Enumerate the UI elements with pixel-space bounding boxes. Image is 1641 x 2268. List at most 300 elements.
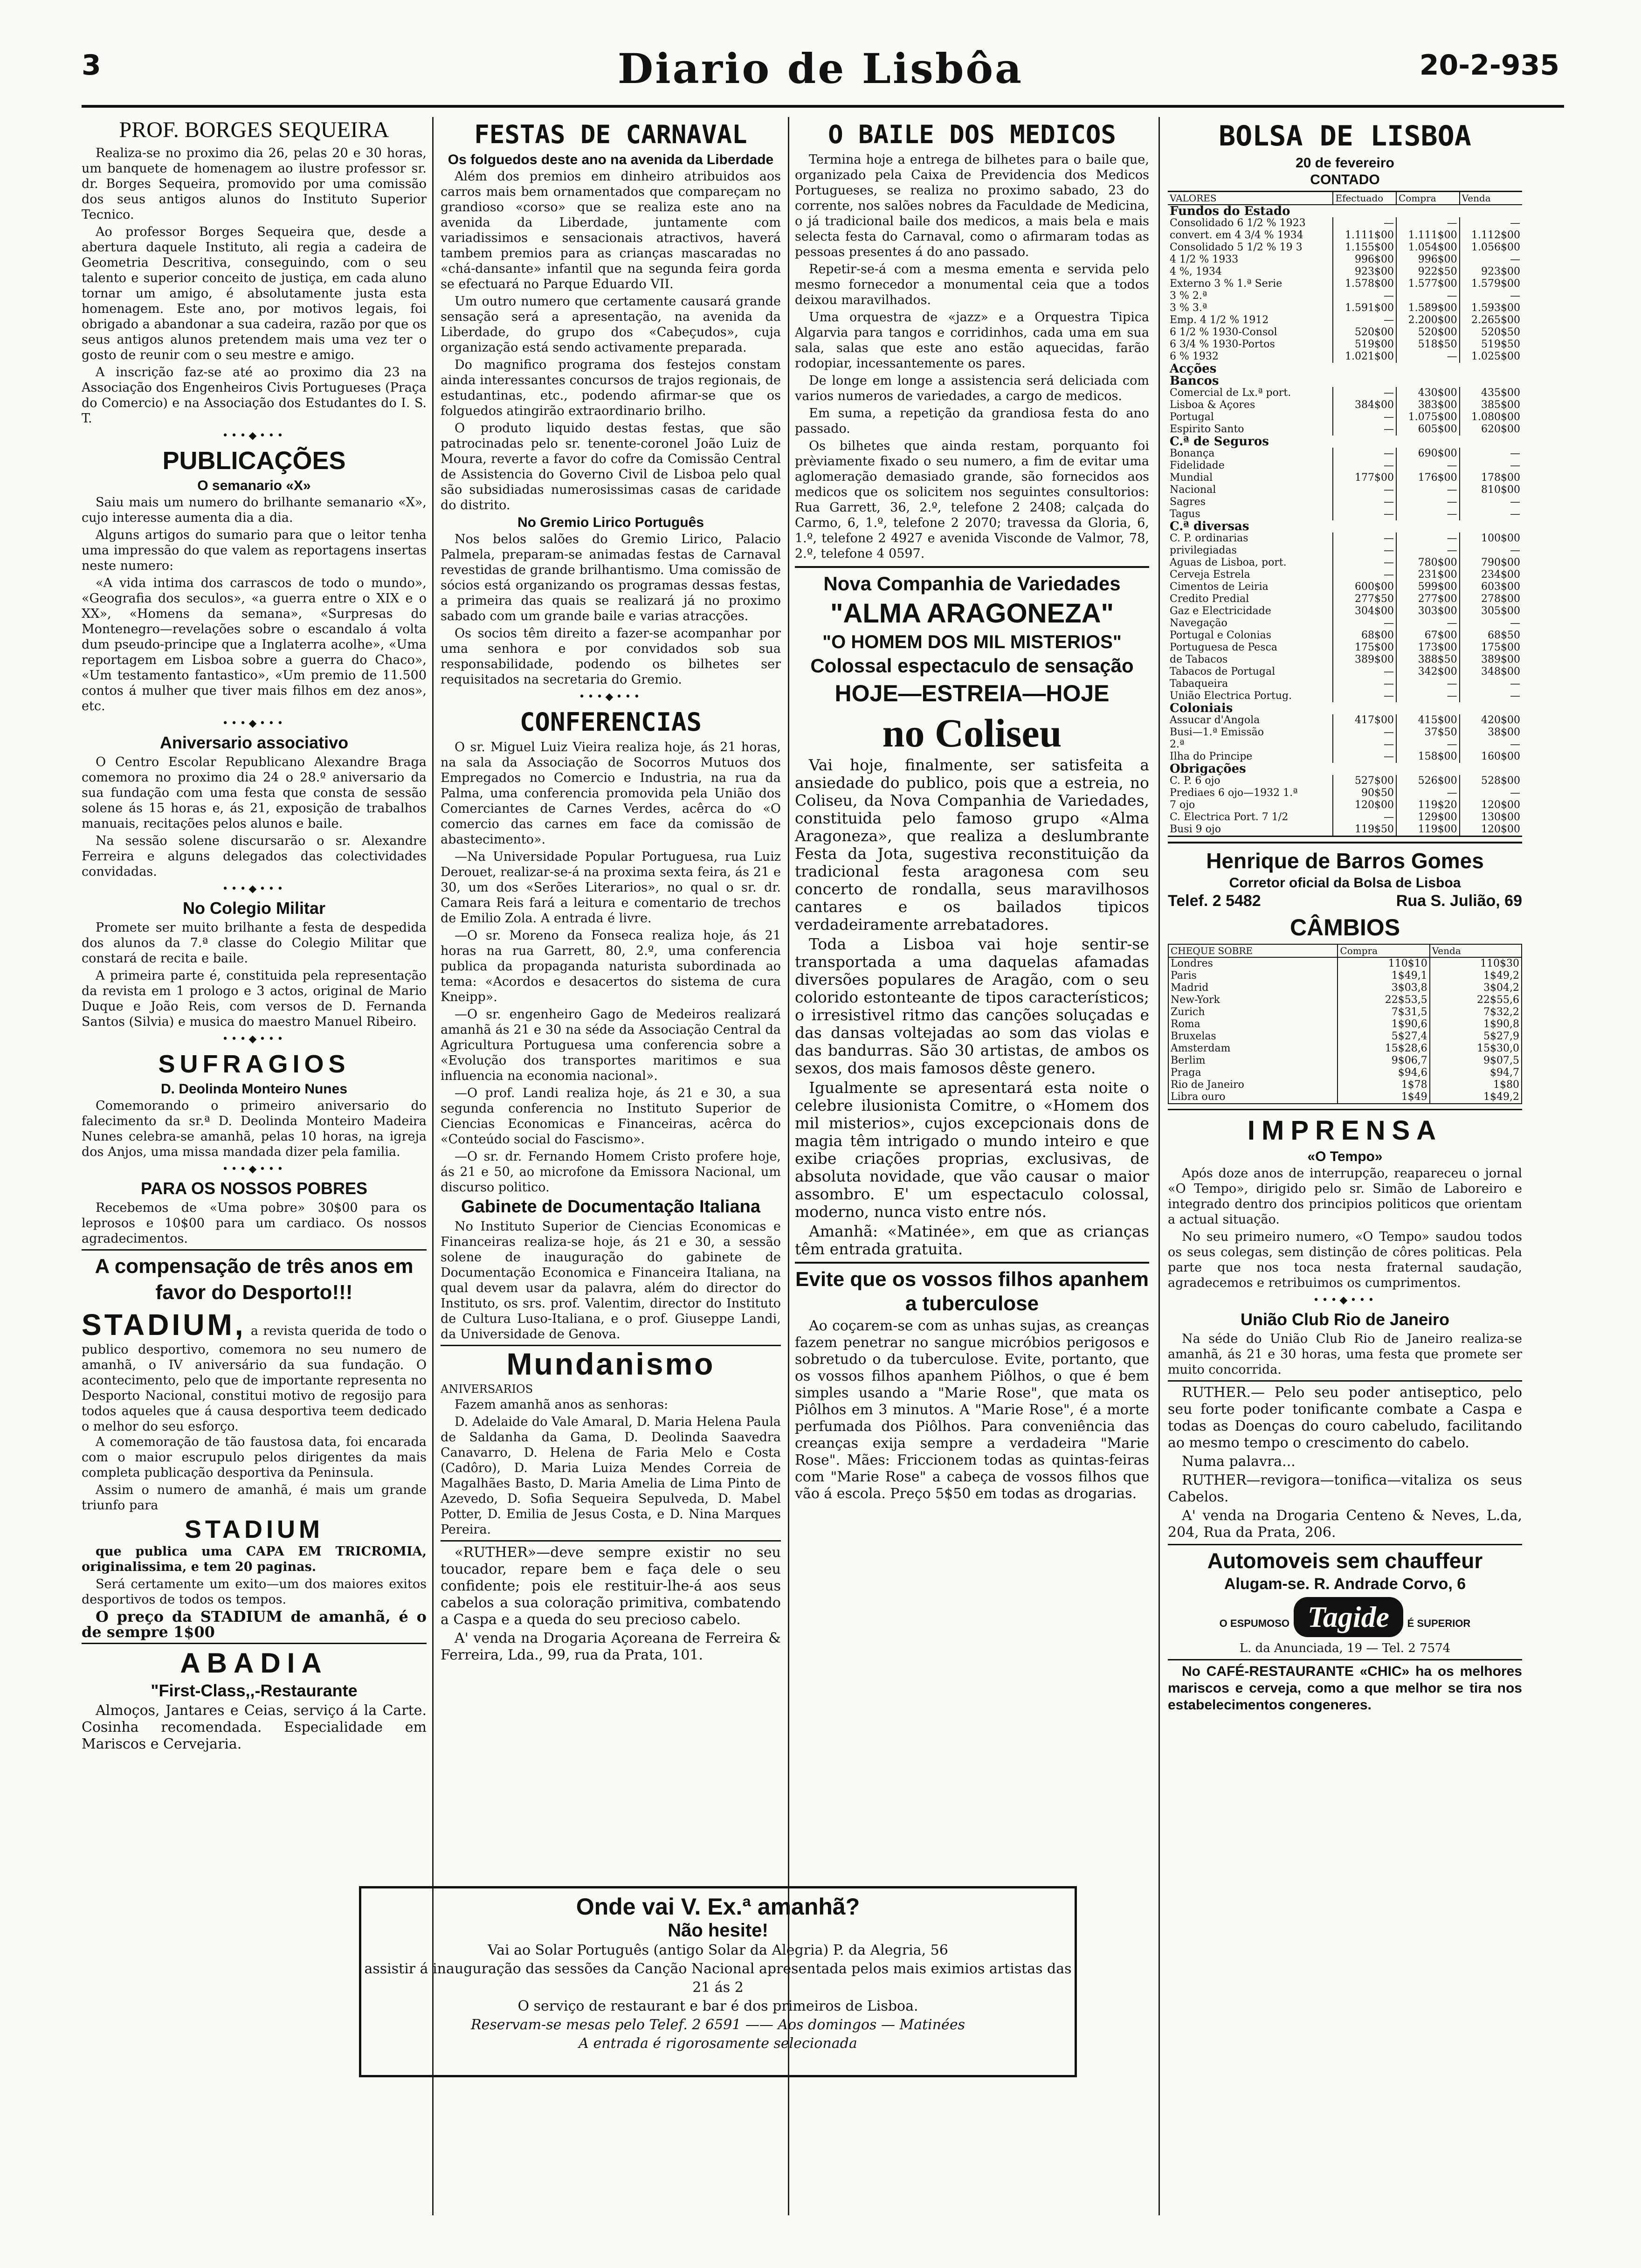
table-cell: —: [1333, 811, 1396, 823]
table-cell: 158$00: [1396, 751, 1460, 763]
table-cell: —: [1460, 739, 1522, 751]
section-subtitle: CONTADO: [1310, 172, 1380, 187]
table-cell: —: [1333, 496, 1396, 508]
table-row: [1168, 593, 1522, 605]
table-cell: 780$00: [1396, 557, 1460, 569]
table-cell: —: [1333, 387, 1396, 399]
table-row: [1168, 751, 1522, 763]
table-section: Obrigações: [1170, 762, 1246, 776]
table-cell: Cimentos de Leiria: [1170, 581, 1269, 593]
table-cell: 6 % 1932: [1170, 351, 1219, 362]
table-cell: 518$50: [1396, 339, 1460, 351]
table-cell: —: [1460, 290, 1522, 302]
table-cell: —: [1396, 484, 1460, 496]
paragraph: —O sr. dr. Fernando Homem Cristo profere hoje, ás 21 e 50, ao microfone da Emissora Nacional, um discurso politico.: [441, 1149, 781, 1195]
broker-name: Henrique de Barros Gomes: [1206, 849, 1484, 873]
table-cell: 620$00: [1460, 423, 1522, 436]
paragraph: Na sessão solene discursarão o sr. Alexandre Ferreira e alguns delegados das colectividades convidadas.: [82, 834, 427, 879]
table-cell: —: [1333, 314, 1396, 326]
table-cell: —: [1460, 448, 1522, 460]
table-row: [1168, 448, 1522, 460]
paragraph: Em suma, a repetição da grandiosa festa do ano passado.: [795, 406, 1149, 436]
table-cell: Gaz e Electricidade: [1170, 605, 1271, 617]
table-cell: 603$00: [1460, 581, 1522, 593]
table-cell: —: [1396, 787, 1460, 799]
paragraph: Após doze anos de interrupção, reapareceu o jornal «O Tempo», dirigido pelo sr. Simão de Laboreiro e integrado dentro dos principios politicos que orientam a actual situação.: [1168, 1166, 1522, 1227]
broker-contact: [1168, 892, 1522, 910]
table-cell: 383$00: [1396, 399, 1460, 411]
section-subtitle: "First-Class,,-Restaurante: [151, 1681, 358, 1700]
section-title: CÂMBIOS: [1289, 914, 1400, 940]
table-row: [1168, 314, 1522, 326]
paragraph: Numa palavra...: [1182, 1453, 1296, 1470]
table-section: C.ª diversas: [1170, 519, 1249, 533]
paragraph: A' venda na Drogaria Açoreana de Ferreira & Ferreira, Lda., 99, rua da Prata, 101.: [441, 1630, 781, 1663]
paragraph: No Instituto Superior de Ciencias Economicas e Financeiras realiza-se hoje, ás 21 e 30, a sessão solene de inauguração do gabinete de Documentação Economica e Financeira Italiana, na qual devem usar da palavra, além do director do Instituto, os srs. prof. Valentim, director do Instituto de Cultura Luso-Italiana, e o prof. Giuseppe Landi, da Universidade de Genova.: [441, 1219, 781, 1341]
table-cell: Mundial: [1170, 472, 1213, 484]
table-cell: 176$00: [1396, 472, 1460, 484]
table-header: Venda: [1430, 944, 1522, 957]
table-cell: 348$00: [1460, 666, 1522, 678]
section-title: Gabinete de Documentação Italiana: [461, 1197, 760, 1217]
table-cell: 68$50: [1460, 629, 1522, 642]
table-cell: —: [1333, 726, 1396, 739]
table-cell: Prediaes 6 ojo—1932 1.ª: [1170, 787, 1298, 799]
table-cell: 22$55,6: [1430, 994, 1522, 1006]
table-cell: 1.578$00: [1333, 278, 1396, 290]
table-row: [1168, 739, 1522, 751]
section-subtitle: O semanario «X»: [197, 478, 311, 493]
table-cell: 67$00: [1396, 629, 1460, 642]
table-cell: 690$00: [1396, 448, 1460, 460]
table-cell: Madrid: [1171, 982, 1209, 994]
table-cell: —: [1460, 690, 1522, 702]
table-row: [1168, 508, 1522, 520]
table-cell: —: [1396, 678, 1460, 690]
table-cell: —: [1460, 545, 1522, 557]
paragraph: Os socios têm direito a fazer-se acompanhar por uma senhora e por convidados sob sua responsabilidade, podendo os bilhetes ser requisitados na secretaria do Gremio.: [441, 626, 781, 687]
table-cell: 3 % 3.ª: [1170, 302, 1207, 314]
paragraph: Promete ser muito brilhante a festa de despedida dos alunos da 7.ª classe do Colegio Militar que constará de recita e baile.: [82, 920, 427, 966]
table-cell: —: [1333, 751, 1396, 763]
table-cell: —: [1333, 545, 1396, 557]
table-cell: —: [1333, 690, 1396, 702]
paragraph: a revista querida de todo o publico desportivo, comemora no seu numero de amanhã, o IV aniversário da sua fundação. O acontecimento, pelo que de importante representa no Desporto Nacional, constitui motivo de regosijo para todos aqueles que á causa desportiva teem dedicado o melhor do seu esforço.: [82, 1324, 427, 1434]
section-title: União Club Rio de Janeiro: [1240, 1310, 1450, 1329]
paragraph: —O prof. Landi realiza hoje, ás 21 e 30, a sua segunda conferencia no Instituto Superior de Ciencias Economicas e Financeiras, acêrca do «Conteúdo social do Fascismo».: [441, 1086, 781, 1147]
table-cell: —: [1333, 411, 1396, 423]
table-cell: Tabaqueira: [1170, 678, 1228, 690]
page-number: 3: [82, 49, 101, 82]
paragraph: RUTHER—revigora—tonifica—vitaliza os seus Cabelos.: [1168, 1472, 1522, 1505]
ornament-divider: •••◆•••: [1313, 1294, 1377, 1306]
table-cell: 923$00: [1460, 266, 1522, 278]
section-subtitle: Os folguedos deste ano na avenida da Liberdade: [448, 152, 774, 167]
table-cell: 120$00: [1333, 799, 1396, 811]
paragraph: Assim o numero de amanhã, é mais um grande triunfo para: [82, 1483, 427, 1513]
table-cell: 5$27,9: [1430, 1030, 1522, 1043]
section-title: Mundanismo: [441, 1345, 781, 1382]
table-row: [1168, 423, 1522, 436]
broker-subtitle: Corretor oficial da Bolsa de Lisboa: [1229, 875, 1461, 891]
table-cell: 923$00: [1333, 266, 1396, 278]
paragraph: Recebemos de «Uma pobre» 30$00 para os leprosos e 10$00 para um cardiaco. Os nossos agradecimentos.: [82, 1201, 427, 1246]
table-row: [1168, 970, 1522, 982]
ad-line: Onde vai V. Ex.ª amanhã?: [576, 1894, 860, 1920]
table-row: [1168, 726, 1522, 739]
table-cell: Libra ouro: [1171, 1091, 1226, 1103]
table-cell: 1$90,6: [1338, 1018, 1429, 1030]
table-row: [1168, 1030, 1522, 1043]
table-cell: 110$10: [1338, 957, 1429, 970]
table-row: [1168, 1018, 1522, 1030]
paragraph: A' venda na Drogaria Centeno & Neves, L.da, 204, Rua da Prata, 206.: [1168, 1507, 1522, 1541]
table-cell: 415$00: [1396, 714, 1460, 726]
page-header: [82, 44, 1559, 105]
paragraph: Nos belos salões do Gremio Lirico, Palacio Palmela, preparam-se animadas festas de Carnaval revestidas de grande brilhantismo. Uma comissão de sócios está organizando os programas dessas festas, a primeira das quais se realizará já no proximo sabado com um grande baile e varias atracções.: [441, 532, 781, 623]
paragraph: A inscrição faz-se até ao proximo dia 23 na Associação dos Engenheiros Civis Portugueses (Praça do Comercio) e na Associação dos Estudantes do I. S. T.: [82, 365, 427, 426]
table-cell: 38$00: [1460, 726, 1522, 739]
table-cell: 4 %, 1934: [1170, 266, 1222, 277]
table-cell: 810$00: [1460, 484, 1522, 496]
table-cell: 526$00: [1396, 775, 1460, 787]
table-cell: —: [1396, 532, 1460, 545]
table-row: [1168, 254, 1522, 266]
table-cell: 1.589$00: [1396, 302, 1460, 314]
table-cell: Comercial de Lx.ª port.: [1170, 387, 1291, 399]
table-cell: 173$00: [1396, 642, 1460, 654]
table-row: [1168, 278, 1522, 290]
table-cell: Portuguesa de Pesca: [1170, 642, 1278, 653]
table-cell: Tabacos de Portugal: [1170, 666, 1276, 678]
broker-address: Rua S. Julião, 69: [1396, 892, 1522, 910]
table-cell: de Tabacos: [1170, 654, 1228, 665]
table-cell: —: [1396, 496, 1460, 508]
table-cell: C. P. 6 ojo: [1170, 775, 1220, 787]
tagide-claim: É SUPERIOR: [1407, 1618, 1471, 1629]
paragraph: «RUTHER»—deve sempre existir no seu toucador, repare bem e faça dele o seu confidente; pois ele restituir-lhe-á aos seus cabelos a sua coloração primitiva, combatendo a Caspa e a queda do seu precioso cabelo.: [441, 1544, 781, 1628]
table-row: [1168, 1006, 1522, 1018]
table-cell: 303$00: [1396, 605, 1460, 617]
stock-table: [1168, 191, 1522, 837]
table-cell: 384$00: [1333, 399, 1396, 411]
ad-subline: Alugam-se. R. Andrade Corvo, 6: [1224, 1575, 1466, 1593]
table-cell: 1$78: [1338, 1079, 1429, 1091]
table-row: [1168, 690, 1522, 702]
table-cell: —: [1460, 254, 1522, 266]
table-cell: 178$00: [1460, 472, 1522, 484]
table-row: [1168, 629, 1522, 642]
table-cell: —: [1396, 290, 1460, 302]
table-cell: Paris: [1171, 970, 1197, 982]
table-cell: Portugal: [1170, 411, 1214, 423]
table-cell: 790$00: [1460, 557, 1522, 569]
section-subtitle: 20 de fevereiro: [1296, 155, 1394, 171]
table-cell: 3$04,2: [1430, 982, 1522, 994]
table-row: [1168, 811, 1522, 823]
paragraph: Além dos premios em dinheiro atribuidos aos carros mais bem ornamentados que compareçam no grandioso «corso» que se realiza este ano na avenida da Liberdade, juntamente com variadissimos e sensacionais atractivos, haverá tambem premios para as crianças mascaradas no «chá-dansante» infantil que na segunda feira gorda se efectuará no Parque Eduardo VII.: [441, 169, 781, 291]
table-header: VALORES: [1168, 192, 1333, 205]
paragraph: Será certamente um exito—um dos maiores exitos desportivos de todos os tempos.: [82, 1577, 427, 1607]
table-cell: —: [1333, 532, 1396, 545]
column-1: [82, 117, 427, 1755]
table-cell: 605$00: [1396, 423, 1460, 436]
table-cell: 22$53,5: [1338, 994, 1429, 1006]
table-row: [1168, 617, 1522, 629]
paragraph: A primeira parte é, constituida pela representação da revista em 1 prologo e 3 actos, original de Mario Duque e João Reis, com versos de D. Fernanda Santos (Silvia) e musica do maestro Manuel Ribeiro.: [82, 968, 427, 1029]
table-cell: 9$07,5: [1430, 1055, 1522, 1067]
table-cell: 420$00: [1460, 714, 1522, 726]
table-header: CHEQUE SOBRE: [1168, 944, 1338, 957]
exchange-table: [1168, 944, 1522, 1104]
table-cell: 388$50: [1396, 654, 1460, 666]
table-cell: —: [1333, 423, 1396, 436]
table-cell: —: [1333, 617, 1396, 629]
paragraph: Ao coçarem-se com as unhas sujas, as creanças fazem penetrar no sangue micróbios perigosos e sobretudo o da tuberculose. Evite, portanto, que os vossos filhos apanhem Piôlhos, o que é bem simples usando a "Marie Rose", que mata os Piôlhos em 3 minutos. A "Marie Rose", é a morte perfumada dos Piôlhos. Para conveniência das creanças exija sempre a verdadeira "Marie Rose". Mães: Friccionem todas as quintas-feiras com "Marie Rose" a cabeça de vossos filhos que vão á escola. Preço 5$50 em todas as drogarias.: [795, 1318, 1149, 1502]
table-cell: Londres: [1171, 958, 1213, 969]
table-cell: 5$27,4: [1338, 1030, 1429, 1043]
table-cell: 6 3/4 % 1930-Portos: [1170, 339, 1275, 350]
paragraph: A comemoração de tão faustosa data, foi encarada com o maior escrupulo pelos dirigentes da mais completa publicação desportiva da Peninsula.: [82, 1435, 427, 1480]
table-cell: 389$00: [1333, 654, 1396, 666]
table-cell: União Electrica Portug.: [1170, 690, 1292, 702]
table-cell: Emp. 4 1/2 % 1912: [1170, 314, 1269, 326]
article-title: BOLSA DE LISBOA: [1219, 120, 1471, 152]
table-row: [1168, 1055, 1522, 1067]
table-cell: 160$00: [1460, 751, 1522, 763]
table-row: [1168, 581, 1522, 593]
table-cell: 996$00: [1333, 254, 1396, 266]
table-cell: 1.054$00: [1396, 242, 1460, 254]
table-cell: 37$50: [1396, 726, 1460, 739]
table-cell: —: [1396, 617, 1460, 629]
table-cell: 68$00: [1333, 629, 1396, 642]
stadium-logo: STADIUM,: [82, 1308, 246, 1341]
table-cell: —: [1460, 217, 1522, 229]
table-cell: 15$28,6: [1338, 1043, 1429, 1055]
ad-line: no Coliseu: [882, 711, 1062, 755]
broker-phone: Telef. 2 5482: [1168, 892, 1261, 910]
table-cell: C. P. ordinarias: [1170, 532, 1248, 544]
table-cell: 119$50: [1333, 823, 1396, 837]
table-cell: 520$50: [1460, 326, 1522, 339]
tagide-address: L. da Anunciada, 19 — Tel. 2 7574: [1239, 1641, 1451, 1655]
table-row: [1168, 823, 1522, 837]
table-cell: 1.080$00: [1460, 411, 1522, 423]
paragraph: —O sr. Moreno da Fonseca realiza hoje, ás 21 horas na rua Garrett, 80, 2.º, uma conferencia publica da propaganda naturista subordinada ao tema: «Acordos e desacertos do sistema de cura Kneipp».: [441, 928, 781, 1004]
table-cell: 435$00: [1460, 387, 1522, 399]
section-title: Aniversario associativo: [159, 733, 349, 752]
masthead: Diario de Lisbôa: [617, 44, 1024, 93]
ad-line: Reservam-se mesas pelo Telef. 2 6591 —— Aos domingos — Matinées: [471, 2017, 965, 2033]
table-cell: —: [1333, 569, 1396, 581]
table-cell: privilegiadas: [1170, 545, 1237, 556]
ad-line: "O HOMEM DOS MIL MISTERIOS": [822, 632, 1122, 652]
table-cell: 528$00: [1460, 775, 1522, 787]
table-row: [1168, 957, 1522, 970]
column-2: [441, 117, 781, 1666]
table-row: [1168, 460, 1522, 472]
table-cell: 1$49,2: [1430, 970, 1522, 982]
table-cell: 342$00: [1396, 666, 1460, 678]
table-cell: 90$50: [1333, 787, 1396, 799]
table-cell: 1.577$00: [1396, 278, 1460, 290]
article-title: FESTAS DE CARNAVAL: [474, 120, 747, 149]
paragraph: Igualmente se apresentará esta noite o celebre ilusionista Comitre, o «Homem dos mil misterios», cujos excepcionais dons de magia têm intrigado o mundo inteiro e que exibe criações proprias, exclusivas, de absoluta novidade, que vão causar o maior assombro. E' um espectaculo colossal, moderno, nunca visto entre nós.: [795, 1079, 1149, 1221]
table-row: [1168, 351, 1522, 363]
table-cell: Espirito Santo: [1170, 423, 1244, 435]
table-cell: Tagus: [1170, 508, 1200, 520]
table-cell: Fidelidade: [1170, 460, 1225, 471]
table-cell: 1.111$00: [1333, 229, 1396, 242]
paragraph: Saiu mais um numero do brilhante semanario «X», cujo interesse aumenta dia a dia.: [82, 495, 427, 525]
article-title: O BAILE DOS MEDICOS: [828, 120, 1116, 149]
table-cell: 100$00: [1460, 532, 1522, 545]
paragraph: Almoços, Jantares e Ceias, serviço á la Carte. Cosinha recomendada. Especialidade em Mariscos e Cervejaria.: [82, 1702, 427, 1752]
table-row: [1168, 266, 1522, 278]
section-subtitle: D. Deolinda Monteiro Nunes: [160, 1081, 348, 1097]
table-cell: Bruxelas: [1171, 1030, 1216, 1042]
table-cell: —: [1333, 290, 1396, 302]
table-cell: —: [1460, 460, 1522, 472]
table-cell: 2.200$00: [1396, 314, 1460, 326]
paragraph: «A vida intima dos carrascos de todo o mundo», «Geografia dos seculos», «a guerra entre o XIX e o XX», «Homens da semana», «Surpresas do Montenegro—revelações sobre o escandalo á volta dum pseudo-principe que a Inglaterra acolhe», «Uma reportagem em Lisboa sobre a guerra do Chaco», «Um testamento fantastico», «Um premio de 11.500 contos á mulher que tiver mais filhos em dez anos», etc.: [82, 576, 427, 713]
table-cell: Lisboa & Açores: [1170, 399, 1255, 411]
paragraph: RUTHER.— Pelo seu poder antiseptico, pelo seu forte poder tonificante combate a Caspa e todas as Doenças do couro cabeludo, facilitando ao mesmo tempo o crescimento do cabelo.: [1168, 1384, 1522, 1451]
table-cell: 1.021$00: [1333, 351, 1396, 363]
table-section: Bancos: [1170, 374, 1219, 388]
ad-line: Nova Companhia de Variedades: [823, 573, 1121, 595]
paragraph: Repetir-se-á com a mesma ementa e servida pelo mesmo fornecedor a monumental ceia que a todos deixou maravilhados.: [795, 262, 1149, 307]
ornament-divider: •••◆•••: [222, 1163, 286, 1175]
table-row: [1168, 290, 1522, 302]
table-cell: $94,6: [1338, 1067, 1429, 1079]
table-row: [1168, 545, 1522, 557]
table-cell: 304$00: [1333, 605, 1396, 617]
table-row: [1168, 982, 1522, 994]
table-cell: —: [1333, 557, 1396, 569]
paragraph: O sr. Miguel Luiz Vieira realiza hoje, ás 21 horas, na sala da Associação de Socorros Mutuos dos Empregados no Comercio e Industria, na rua da Palma, uma conferencia promovida pela União dos Comerciantes de Carnes Verdes, acêrca do «O comercio das carnes em face da comissão de abastecimento».: [441, 740, 781, 847]
table-cell: 175$00: [1333, 642, 1396, 654]
tagide-brand: Tagide: [1294, 1597, 1403, 1637]
table-row: [1168, 229, 1522, 242]
table-cell: 1.111$00: [1396, 229, 1460, 242]
table-row: [1168, 472, 1522, 484]
table-cell: Credito Predial: [1170, 593, 1249, 605]
table-cell: —: [1460, 508, 1522, 520]
table-cell: 119$00: [1396, 823, 1460, 837]
paragraph: Ao professor Borges Sequeira que, desde a abertura daquele Instituto, ali regia a cadeira de Geometria Descritiva, conseguindo, com o seu talento e superior conceito de justiça, em cada aluno tornar um amigo, é absolutamente justa esta homenagem. Este ano, por motivos legais, foi obrigado a abandonar a sua cadeira, razão por que os seus antigos alunos pretendem mais uma vez ter o gosto de reunir com o seu mestre e amigo.: [82, 225, 427, 362]
table-cell: Consolidado 6 1/2 % 1923: [1170, 217, 1306, 229]
table-cell: —: [1333, 678, 1396, 690]
table-cell: 1.075$00: [1396, 411, 1460, 423]
table-cell: —: [1396, 690, 1460, 702]
table-cell: 1$49,2: [1430, 1091, 1522, 1104]
table-cell: 922$50: [1396, 266, 1460, 278]
section-title: PUBLICAÇÕES: [162, 447, 346, 475]
table-cell: New-York: [1171, 994, 1220, 1006]
paragraph: Na séde do União Club Rio de Janeiro realiza-se amanhã, ás 21 e 30 horas, uma festa que promete ser muito concorrida.: [1168, 1332, 1522, 1377]
table-cell: 1.056$00: [1460, 242, 1522, 254]
table-row: [1168, 1079, 1522, 1091]
table-cell: Consolidado 5 1/2 % 19 3: [1170, 242, 1303, 253]
bottom-advertisement: [359, 1886, 1077, 2077]
table-cell: 1$49,1: [1338, 970, 1429, 982]
ornament-divider: •••◆•••: [222, 430, 286, 442]
table-row: [1168, 387, 1522, 399]
paragraph: Realiza-se no proximo dia 26, pelas 20 e 30 horas, um banquete de homenagem ao ilustre professor sr. dr. Borges Sequeira, promovido por uma comissão dos seus antigos alunos do Instituto Superior Tecnico.: [82, 146, 427, 222]
table-row: [1168, 302, 1522, 314]
table-cell: 1.155$00: [1333, 242, 1396, 254]
table-row: [1168, 411, 1522, 423]
paragraph: Alguns artigos do sumario para que o leitor tenha uma impressão do que valem as reportagens insertas neste numero:: [82, 528, 427, 573]
issue-date: 20-2-935: [1419, 49, 1559, 82]
table-row: [1168, 557, 1522, 569]
table-cell: Roma: [1171, 1018, 1200, 1030]
table-cell: Busi 9 ojo: [1170, 823, 1221, 835]
table-section: Coloniais: [1170, 701, 1233, 715]
table-cell: 231$00: [1396, 569, 1460, 581]
tagide-logo: [1168, 1597, 1522, 1637]
table-cell: 519$00: [1333, 339, 1396, 351]
section-title: IMPRENSA: [1247, 1115, 1443, 1146]
article-title: PROF. BORGES SEQUEIRA: [119, 118, 389, 142]
table-cell: 15$30,0: [1430, 1043, 1522, 1055]
table-cell: —: [1396, 545, 1460, 557]
paragraph: que publica uma CAPA EM TRICROMIA, originalissima, e tem 20 paginas.: [82, 1544, 427, 1574]
table-row: [1168, 654, 1522, 666]
ornament-divider: •••◆•••: [222, 718, 286, 729]
paragraph: Do magnifico programa dos festejos constam ainda interessantes concursos de trajos regionais, de estudantinas, etc., podendo afirmar-se que os folguedos atingirão extraordinario brilho.: [441, 358, 781, 418]
section-title: CONFERENCIAS: [519, 707, 702, 737]
table-header: Venda: [1460, 192, 1522, 205]
table-cell: 120$00: [1460, 799, 1522, 811]
paragraph: No seu primeiro numero, «O Tempo» saudou todos os seus colegas, sem distinção de côres politicas. Pela parte que nos toca nesta fraternal saudação, agradecemos e retribuimos os cumprimentos.: [1168, 1230, 1522, 1290]
paragraph: Comemorando o primeiro aniversario do falecimento da sr.ª D. Deolinda Monteiro Madeira Nunes celebra-se amanhã, pelas 10 horas, na igreja dos Anjos, uma missa mandada dizer pela familia.: [82, 1099, 427, 1159]
table-cell: —: [1460, 787, 1522, 799]
table-cell: 385$00: [1460, 399, 1522, 411]
table-cell: 599$00: [1396, 581, 1460, 593]
table-cell: 2.265$00: [1460, 314, 1522, 326]
table-header: Compra: [1338, 944, 1429, 957]
table-cell: Rio de Janeiro: [1171, 1079, 1244, 1091]
column-4: [1168, 117, 1522, 1715]
table-cell: 7$32,2: [1430, 1006, 1522, 1018]
table-cell: Ilha do Principe: [1170, 751, 1253, 762]
ornament-divider: •••◆•••: [579, 691, 643, 703]
table-cell: 519$50: [1460, 339, 1522, 351]
table-row: [1168, 569, 1522, 581]
table-cell: Portugal e Colonias: [1170, 629, 1271, 641]
abadia-logo: ABADIA: [180, 1647, 328, 1679]
table-cell: 1$90,8: [1430, 1018, 1522, 1030]
table-cell: 305$00: [1460, 605, 1522, 617]
ad-line: Colossal espectaculo de sensação: [810, 655, 1134, 677]
table-cell: 389$00: [1460, 654, 1522, 666]
ad-line: A entrada é rigorosamente selecionada: [579, 2035, 857, 2052]
table-cell: 1.579$00: [1460, 278, 1522, 290]
table-cell: Bonança: [1170, 448, 1215, 459]
table-cell: —: [1333, 508, 1396, 520]
table-section: Acções: [1170, 362, 1217, 376]
table-cell: 120$00: [1460, 823, 1522, 837]
table-cell: —: [1333, 217, 1396, 229]
table-cell: —: [1333, 484, 1396, 496]
ad-line: "ALMA ARAGONEZA": [830, 598, 1114, 629]
ad-line: Não hesite!: [668, 1920, 768, 1941]
table-row: [1168, 326, 1522, 339]
table-cell: —: [1396, 739, 1460, 751]
